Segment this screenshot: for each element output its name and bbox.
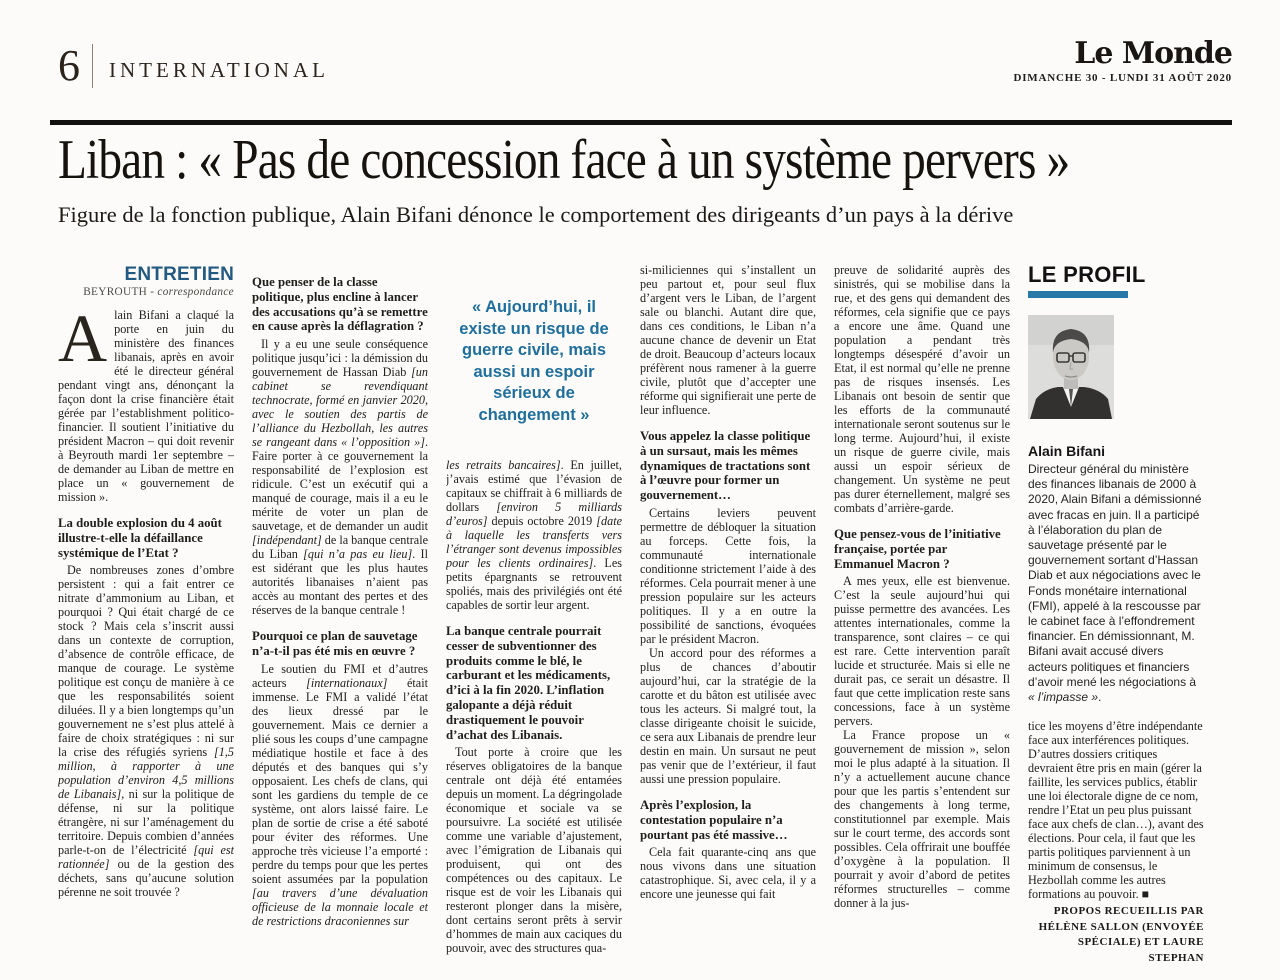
edition-date: DIMANCHE 30 - LUNDI 31 AOÛT 2020 — [1013, 72, 1232, 84]
interview-answer: les retraits bancaires]. En juillet, j’avais estimé que l’évasion de capitaux se chiffrait à 6 milliards de dollars [environ 5 milliards d’euros] depuis octobre 2019 [date à laquelle les transferts vers l’étranger sont devenus impossibles pour les clients ordinaires]. Les petits épargnants se retrouvent spoliés, mais des privilégiés ont été capables de sortir leur argent. — [446, 458, 622, 612]
interview-question: Vous appelez la classe politique à un sursaut, mais les mêmes dynamiques de tractations sont à l’œuvre pour former un gouvernement… — [640, 429, 811, 503]
interview-answer: Il y a eu une seule conséquence politique jusqu’ici : la démission du gouvernement de Hassan Diab [un cabinet se revendiquant technocrate, formé en janvier 2020, avec le soutien des partis de l’alliance du Hezbollah, les autres se rangeant dans « l’opposition »]. Faire porter à ce gouvernement la responsabilité de l’explosion est ridicule. C’est un exécutif qui a manqué de courage, mais il a eu le mérite de voter un plan de sauvetage, et de demander un audit [indépendant] de la banque centrale du Liban [qui n’a pas eu lieu]. Il est sidérant que les plus hautes autorités libanaises n’aient pas accès au montant des pertes et des réserves de la banque centrale ! — [252, 337, 428, 618]
pull-quote: « Aujourd’hui, il existe un risque de guerre civile, mais aussi un espoir sérieux de changement » — [459, 298, 609, 424]
lead-paragraph: Alain Bifani a claqué la porte en juin du ministère des finances libanais, après en avoir été le directeur général pendant vingt ans, dénonçant la façon dont la crise financière était gérée par l’establishment politico-financier. Il soutient l’initiative du président Macron – qui doit revenir à Beyrouth mardi 1er septembre – de demander au Liban de mettre en place un « gouvernement de mission ». — [58, 300, 234, 504]
dateline: BEYROUTH - correspondance — [83, 286, 234, 298]
drop-cap: A — [58, 300, 108, 376]
column-4 — [640, 263, 816, 963]
interview-answer: De nombreuses zones d’ombre persistent : qui a fait entrer ce nitrate d’ammonium au Liban, et pourquoi ? Qui était chargé de ce stock ? Mais cela s’inscrit aussi dans un contexte de corruption, d’absence de contrôle efficace, de manque de courage. Le système politique est conçu de manière à ce que les responsabilités soient diluées. Il y a bien longtemps qu’un gouvernement ne s’est plus attelé à faire de choix stratégiques : ni sur la crise des réfugiés syriens [1,5 million, à rapporter à une population d’environ 4,5 millions de Libanais], ni sur la politique de défense, ni sur la politique étrangère, ni sur l’aménagement du territoire. Depuis combien d’années parle-t-on de l’électricité [qui est rationnée] ou de la gestion des déchets, sans qu’aucune solution pérenne ne soit trouvée ? — [58, 563, 234, 900]
masthead-block — [1013, 38, 1232, 84]
interview-answer: preuve de solidarité auprès des sinistrés, qui se mobilise dans la rue, et des gens qui demandent des réformes, cela signifie que ce pays a encore une âme. Quand une population a pendant très longtemps désespéré d’avoir un Etat, il est normal qu’elle ne prenne pas de risques insensés. Les Libanais ont besoin de sentir que les efforts de la communauté internationale seront soutenus sur le long terme. Aujourd’hui, il existe un risque de guerre civile, mais aussi un espoir sérieux de changement. Un système ne peut pas durer éternellement, malgré ses combats d’arrière-garde. — [834, 263, 1010, 515]
section-title: INTERNATIONAL — [109, 57, 329, 82]
profile-bio-text: Directeur général du ministère des finances libanais de 2000 à 2020, Alain Bifani a démissionné avec fracas en juin. Il a participé à l’élaboration du plan de sauvetage présenté par le gouvernement sortant d’Hassan Diab et aux négociations avec le Fonds monétaire international (FMI), appelé à la rescousse par le cabinet face à l’effondrement financier. En démissionnant, M. Bifani avait accusé divers acteurs politiques et financiers d’avoir mené les négociations à « l’impasse ». — [1028, 462, 1202, 705]
alain-bifani-portrait-photo — [1028, 315, 1114, 419]
page-number: 6 — [58, 41, 80, 90]
interview-answer: Tout porte à croire que les réserves obligatoires de la banque centrale ont déjà été entamées depuis un moment. La dégringolade économique et sociale va se poursuivre. La société est utilisée comme une variable d’ajustement, avec l’émigration de Libanais qui produisent, qui ont des compétences ou des capitaux. Le risque est de voir les Libanais qui resteront plonger dans la misère, dont certains seront prêts à servir d’hommes de main aux caciques du pouvoir, avec des structures qua- — [446, 745, 622, 956]
column-6 — [1028, 263, 1204, 963]
section-header — [58, 41, 329, 90]
interview-answer: Le soutien du FMI et d’autres acteurs [internationaux] était immense. Le FMI a validé l’état des lieux dressé par le gouvernement. Mais ce dernier a plié sous les coups d’une campagne médiatique hostile et face à des députés et des banques qui s’y opposaient. Les chefs de clans, qui sont les gardiens du temple de ce système, ont alors laissé faire. Le plan de sortie de crise a été saboté pour éviter des réformes. Une approche très vicieuse l’a emporté : perdre du temps pour que les pertes soient assumées par la population [au travers d’une dévaluation officieuse de la monnaie locale et de restrictions draconiennes sur — [252, 661, 428, 928]
article-continuation — [1028, 719, 1204, 963]
byline: PROPOS RECUEILLIS PAR HÉLÈNE SALLON (ENVOYÉE SPÉCIALE) ET LAURE STEPHAN — [1038, 905, 1204, 963]
interview-answer: si-miliciennes qui s’installent un peu partout et, pour seul flux d’argent vers le Liban, de l’argent sale ou blanchi. Autant dire que, dans ces conditions, le Liban n’a aucune chance de devenir un Etat de droit. Beaucoup d’acteurs locaux préfèrent nous ramener à la guerre civile, plutôt que d’accepter une réforme qui signifierait une perte de leur influence. — [640, 263, 816, 417]
interview-question: La banque centrale pourrait cesser de subventionner des produits comme le blé, le carburant et les médicaments, d’ici à la fin 2020. L’inflation galopante a déjà réduit drastiquement le pouvoir d’achat des Libanais. — [446, 624, 611, 742]
column-5 — [834, 263, 1010, 963]
kicker-entretien: ENTRETIEN — [124, 264, 234, 285]
interview-question: Que pensez-vous de l’initiative française, portée par Emmanuel Macron ? — [834, 527, 1001, 571]
profile-box — [1028, 263, 1204, 705]
profile-bio — [1028, 462, 1204, 705]
interview-answer: Certains leviers peuvent permettre de débloquer la situation au forceps. Cette fois, la communauté internationale conditionne strictement l’aide à des réformes. Cela pourrait mener à une pression populaire sur les acteurs politiques. Il y a en outre la possibilité de sanctions, évoquées par le président Macron. — [640, 505, 816, 646]
profile-title: LE PROFIL — [1028, 263, 1146, 287]
article-subhead: Figure de la fonction publique, Alain Bifani dénonce le comportement des dirigeants d’un pays à la dérive — [58, 202, 1014, 227]
article-body — [58, 263, 1204, 963]
interview-question: Pourquoi ce plan de sauvetage n’a-t-il pas été mis en œuvre ? — [252, 629, 418, 658]
profile-title-underline — [1028, 291, 1128, 298]
interview-answer: A mes yeux, elle est bienvenue. C’est la seule aujourd’hui qui puisse permettre des avancées. Les attentes internationales, comme la transparence, sont claires – ce qui est rare. Cette intervention paraît lucide et structurée. Mais si elle ne durait pas, ce serait un désastre. Il faut que cette implication reste sans concessions, face à un système pervers. — [834, 574, 1010, 729]
interview-answer: Cela fait quarante-cinq ans que nous vivons dans une situation catastrophique. Si, avec cela, il y a encore une jeunesse qui fait — [640, 845, 816, 902]
interview-question: La double explosion du 4 août illustre-t-elle la défaillance systémique de l’Etat ? — [58, 516, 222, 560]
page-header — [58, 38, 1232, 108]
header-divider — [92, 44, 93, 88]
column-2 — [252, 263, 428, 963]
interview-answer: La France propose un « gouvernement de mission », selon moi le plus adapté à la situation. Il n’y a actuellement aucune chance pour que les partis s’entendent sur des changements à long terme, constitutionnel par exemple. Mais sur le court terme, des accords sont possibles. Cela offrirait une bouffée d’oxygène à la population. Il pourrait y avoir d’abord de petites réformes structurelles – comme donner à la jus- — [834, 728, 1010, 911]
interview-question: Que penser de la classe politique, plus encline à lancer des accusations qu’à se remettre en cause après la déflagration ? — [252, 275, 428, 334]
interview-answer: Un accord pour des réformes a plus de chances d’aboutir aujourd’hui, car la stratégie de la carotte et du bâton est utilisée avec tous les acteurs. Si malgré tout, la classe dirigeante choisit le suicide, ce sera aux Libanais de prendre leur destin en main. Un sursaut ne peut pas venir que de l’extérieur, il faut aussi une pression populaire. — [640, 645, 816, 786]
portrait-image — [1028, 315, 1114, 419]
profile-name: Alain Bifani — [1028, 443, 1106, 459]
column-3 — [446, 263, 622, 963]
interview-answer: tice les moyens d’être indépendante face aux interférences politiques. D’autres dossiers critiques devraient être pris en main (gérer la faillite, les services publics, établir une loi électorale digne de ce nom, rendre l’Etat un peu plus puissant face aux chefs de clan…), avant des élections. Pour cela, il faut que les partis politiques parviennent à un minimum de consensus, le Hezbollah comme les autres formations au pouvoir. ■ — [1028, 719, 1204, 902]
article-headline: Liban : « Pas de concession face à un système pervers » — [58, 129, 1070, 191]
lemonde-logo: Le Monde — [1074, 36, 1232, 71]
interview-question: Après l’explosion, la contestation populaire n’a pourtant pas été massive… — [640, 797, 788, 842]
column-1 — [58, 263, 234, 963]
header-rule — [50, 120, 1232, 125]
